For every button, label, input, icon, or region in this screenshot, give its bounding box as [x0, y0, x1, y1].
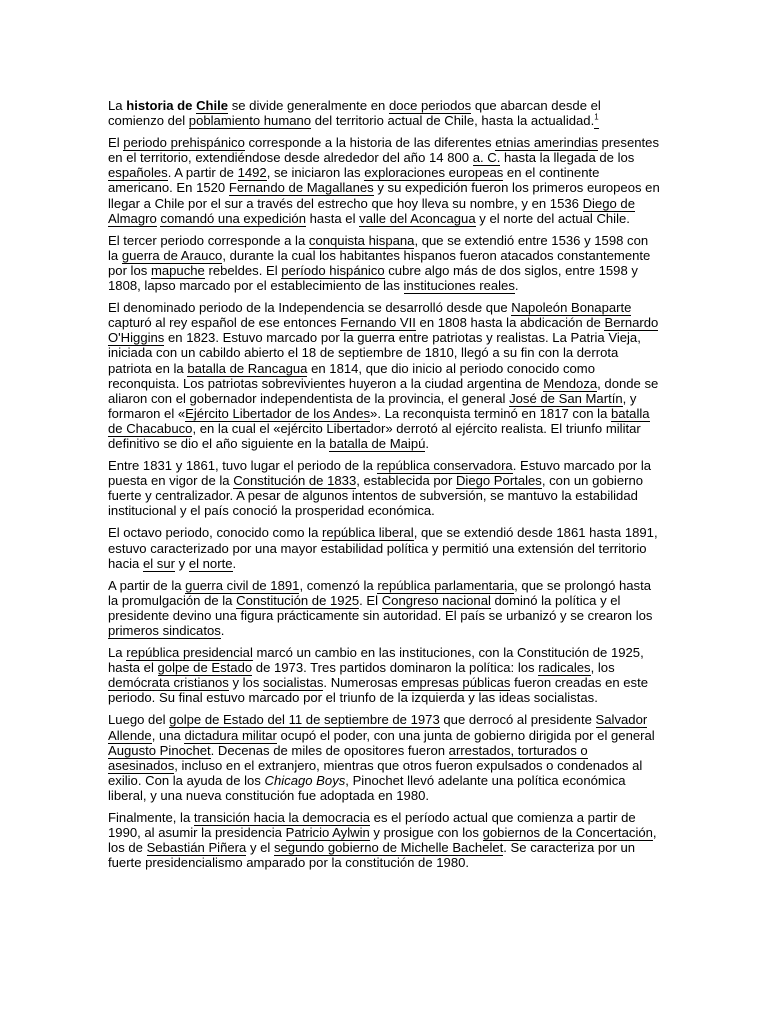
text-link[interactable]: Fernando de Magallanes: [228, 180, 374, 196]
text-run: El denominado periodo de la Independencia se desarrolló desde que: [108, 300, 512, 316]
text-run: capturó al rey español de ese entonces: [108, 315, 341, 331]
text-link[interactable]: golpe de Estado del 11 de septiembre de 1973: [169, 712, 440, 728]
text-run: , que se extendió entre 1536 y 1598 con la: [108, 232, 649, 263]
text-run: ». La reconquista terminó en 1817 con la: [370, 405, 611, 421]
paragraph-3: [108, 233, 660, 293]
text-run: y prosigue con los: [369, 825, 483, 841]
text-link[interactable]: Patricio Aylwin: [285, 825, 370, 841]
text-link[interactable]: Constitución de 1925: [236, 592, 360, 608]
text-link[interactable]: período hispánico: [281, 262, 385, 278]
text-link[interactable]: etnias amerindias: [495, 135, 598, 151]
text-link[interactable]: batalla de Chacabuco: [108, 405, 650, 436]
text-link[interactable]: guerra civil de 1891: [185, 577, 300, 593]
text-run: Finalmente, la: [108, 810, 194, 826]
text-link[interactable]: el sur: [142, 555, 175, 571]
footnote-number: 1: [594, 112, 599, 122]
text-run: , incluso en el extranjero, mientras que otros fueron expulsados o condenados al exilio. Con la ayuda de los: [108, 757, 643, 788]
text-link[interactable]: 1492: [237, 165, 267, 181]
text-link[interactable]: Bernardo O'Higgins: [108, 315, 659, 346]
text-run: A partir de la: [108, 577, 186, 593]
text-link[interactable]: a. C.: [472, 150, 501, 166]
text-run: . A partir de: [167, 165, 238, 181]
text-run: , los: [590, 660, 615, 676]
text-run: . Estuvo marcado por la puesta en vigor de la: [108, 458, 652, 489]
text-link[interactable]: guerra de Arauco: [121, 247, 223, 263]
text-link[interactable]: transición hacia la democracia: [193, 810, 371, 826]
paragraph-4: [108, 300, 660, 451]
text-run: en 1814, que dio inicio al periodo conocido como reconquista. Los patriotas sobrevivientes huyeron a la ciudad argentina de: [108, 360, 596, 391]
text-run: marcó un cambio en las instituciones, con la Constitución de 1925, hasta el: [108, 645, 644, 676]
text-run: cubre algo más de dos siglos, entre 1598 y 1808, lapso marcado por el establecimiento de las: [108, 262, 638, 294]
text-link[interactable]: el norte: [188, 555, 233, 571]
text-run: Luego del: [108, 712, 170, 728]
text-run: , donde se aliaron con el gobernador independentista de la provincia, el general: [108, 375, 659, 406]
text-run: en 1808 hasta la abdicación de: [415, 315, 605, 331]
text-run: El tercer periodo corresponde a la: [108, 232, 309, 248]
text-run: , que se prolongó hasta la promulgación de la: [108, 577, 652, 608]
paragraph-2: [108, 135, 660, 226]
text-run: rebeldes. El: [204, 262, 282, 278]
text-link[interactable]: Augusto Pinochet: [108, 742, 211, 758]
bold-text: [126, 98, 196, 113]
paragraph-9: [108, 712, 660, 803]
text-link[interactable]: gobiernos de la Concertación: [482, 825, 653, 841]
text-run: Entre 1831 y 1861, tuvo lugar el periodo de la: [108, 458, 377, 474]
text-run: y su expedición fueron los primeros europeos en llegar a Chile por el sur a través del estrecho que hoy lleva su nombre, y en 1536: [108, 180, 660, 211]
text-link[interactable]: empresas públicas: [401, 675, 511, 691]
text-link[interactable]: Mendoza: [543, 375, 598, 391]
text-run: hasta el: [306, 210, 360, 226]
text-run: y los: [228, 675, 264, 691]
text-run: , con un gobierno fuerte y centralizador. A pesar de algunos intentos de subversión, se mantuvo la estabilidad institucional y el país conoció la prosperidad económica.: [108, 473, 644, 519]
text-link[interactable]: Diego de Almagro: [108, 195, 635, 226]
text-run: , se iniciaron las: [266, 165, 365, 181]
text-link[interactable]: república conservadora: [376, 458, 513, 474]
text-link[interactable]: Chile: [196, 98, 229, 113]
text-run: de 1973. Tres partidos dominaron la política: los: [252, 660, 539, 676]
text-run: La: [108, 645, 127, 661]
text-link[interactable]: Napoleón Bonaparte: [511, 300, 632, 316]
text-link[interactable]: españoles: [108, 165, 168, 181]
text-run: .: [514, 278, 519, 294]
text-run: del territorio actual de Chile, hasta la actualidad.: [311, 113, 595, 129]
paragraph-10: [108, 810, 660, 870]
text-run: presentes en el territorio, extendiéndose desde alrededor del año 14 800: [108, 135, 660, 166]
text-link[interactable]: golpe de Estado: [157, 660, 253, 676]
text-run: es el período actual que comienza a partir de 1990, al asumir la presidencia: [108, 810, 636, 841]
text-run: que abarcan desde el comienzo del: [108, 98, 601, 129]
article-body: [108, 98, 660, 877]
text-run: .: [220, 623, 225, 638]
text-run: , los de: [108, 825, 657, 856]
text-link[interactable]: doce periodos: [388, 98, 472, 113]
text-run: dominó la política y el presidente devino una figura prácticamente sin autoridad. El país se urbanizó y se crearon los: [108, 592, 653, 623]
text-run: . El: [359, 592, 382, 608]
text-link[interactable]: Diego Portales: [455, 473, 542, 489]
text-run: y el norte del actual Chile.: [475, 210, 630, 226]
text-run: , Pinochet llevó adelante una política económica liberal, y una nueva constitución fue adoptada en 1980.: [108, 772, 626, 803]
text-link[interactable]: Congreso nacional: [381, 592, 491, 608]
text-run: fueron creadas en este periodo. Su final estuvo marcado por el triunfo de la izquierda y las ideas socialistas.: [108, 675, 649, 706]
text-run: ocupó el poder, con una junta de gobierno dirigida por el general: [276, 727, 655, 743]
text-link[interactable]: radicales: [538, 660, 591, 676]
text-link[interactable]: Salvador Allende: [108, 712, 648, 743]
paragraph-6: [108, 525, 660, 570]
text-link[interactable]: batalla de Rancagua: [187, 360, 308, 376]
bold-text[interactable]: [196, 98, 228, 114]
text-run: . Numerosas: [323, 675, 402, 691]
text-run: historia de: [126, 98, 197, 113]
text-run: que derrocó al presidente: [439, 712, 596, 728]
footnote-link[interactable]: [594, 113, 598, 129]
text-run: , y formaron el «: [108, 390, 637, 421]
text-link[interactable]: exploraciones europeas: [364, 165, 504, 181]
text-run: , que se extendió desde 1861 hasta 1891, estuvo caracterizado por una mayor estabilidad política y permitió una extensión del territorio hacia: [108, 525, 658, 571]
text-link[interactable]: arrestados, torturados o asesinados: [108, 742, 588, 773]
text-link[interactable]: república liberal: [322, 525, 414, 541]
paragraph-8: [108, 645, 660, 705]
text-link[interactable]: Ejército Libertador de los Andes: [185, 405, 371, 421]
text-link[interactable]: poblamiento humano: [188, 113, 312, 129]
text-link[interactable]: batalla de Maipú: [329, 435, 426, 451]
text-link[interactable]: instituciones reales: [403, 278, 515, 294]
text-run: .: [425, 435, 430, 451]
paragraph-1: [108, 98, 660, 128]
text-run: , comenzó la: [299, 577, 378, 593]
text-link[interactable]: socialistas: [263, 675, 324, 691]
text-run: hasta la llegada de los: [500, 150, 635, 166]
text-link[interactable]: república presidencial: [126, 645, 253, 661]
text-link[interactable]: dictadura militar: [184, 727, 277, 743]
text-link[interactable]: José de San Martín: [509, 390, 623, 406]
text-link[interactable]: periodo prehispánico: [123, 135, 245, 151]
text-run: El octavo periodo, conocido como la: [108, 525, 322, 541]
text-link[interactable]: valle del Aconcagua: [359, 210, 476, 226]
text-run: , durante la cual los habitantes hispanos fueron atacados constantemente por los: [108, 247, 651, 278]
text-run: se divide generalmente en: [228, 98, 389, 113]
text-run: , una: [151, 727, 185, 743]
text-link[interactable]: república parlamentaria: [377, 577, 515, 593]
text-link[interactable]: segundo gobierno de Michelle Bachelet: [273, 840, 504, 856]
text-link[interactable]: comandó una expedición: [160, 210, 306, 226]
text-run: . Decenas de miles de opositores fueron: [210, 742, 449, 758]
text-run: en 1823. Estuvo marcado por la guerra entre patriotas y realistas. La Patria Vieja, iniciada con un cabildo abierto el 18 de septiembre de 1810, llegó a su fin con la derrota patriota en la: [108, 330, 641, 376]
text-run: , en la cual el «ejército Libertador» derrotó al ejército realista. El triunfo militar definitivo se dio el año siguiente en la: [108, 420, 641, 451]
text-link[interactable]: Constitución de 1833: [233, 473, 357, 489]
text-run: y: [174, 555, 189, 571]
text-link[interactable]: demócrata cristianos: [108, 675, 229, 691]
text-link[interactable]: mapuche: [150, 262, 205, 278]
italic-text: Chicago Boys: [264, 772, 346, 788]
text-run: corresponde a la historia de las diferentes: [244, 135, 496, 151]
text-run: y el: [246, 840, 274, 856]
text-run: . Se caracteriza por un fuerte presidencialismo amparado por la constitución de 1980.: [108, 840, 636, 871]
text-link[interactable]: Sebastián Piñera: [146, 840, 247, 856]
text-run: El: [108, 135, 124, 151]
text-run: .: [232, 555, 237, 571]
text-link[interactable]: Fernando VII: [340, 315, 416, 331]
text-run: La: [108, 98, 127, 113]
text-run: en el continente americano. En 1520: [108, 165, 600, 196]
text-link[interactable]: primeros sindicatos: [108, 623, 221, 638]
paragraph-5: [108, 458, 660, 518]
text-link[interactable]: conquista hispana: [308, 232, 415, 248]
text-run: , establecida por: [356, 473, 456, 489]
paragraph-7: [108, 578, 660, 638]
